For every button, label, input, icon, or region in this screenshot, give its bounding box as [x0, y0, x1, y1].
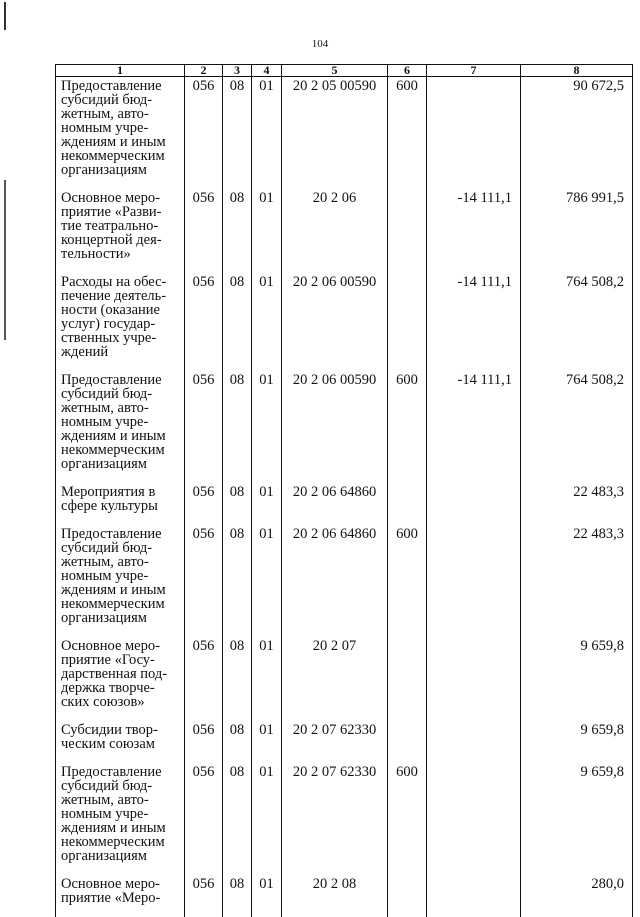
row-value-cell: 01 — [252, 525, 282, 637]
budget-table — [55, 64, 633, 917]
row-value-cell: 056 — [185, 637, 223, 721]
row-value-cell: 9 659,8 — [521, 637, 633, 721]
table-row — [56, 875, 633, 917]
row-value-cell: 280,0 — [521, 875, 633, 917]
column-header: 1 — [56, 65, 185, 77]
row-value-cell: 20 2 06 — [282, 189, 388, 273]
row-name-cell: Предоставление субсидий бюд-жетным, авто-номным учре-ждениям и иным некоммерческим организациям — [56, 763, 185, 875]
row-name-cell: Мероприятия в сфере культуры — [56, 483, 185, 525]
row-value-cell: 90 672,5 — [521, 77, 633, 190]
row-value-cell: 01 — [252, 189, 282, 273]
row-value-cell: 20 2 06 64860 — [282, 483, 388, 525]
row-value-cell: 08 — [223, 637, 252, 721]
row-value-cell: 08 — [223, 371, 252, 483]
row-value-cell: 764 508,2 — [521, 371, 633, 483]
row-value-cell: 08 — [223, 763, 252, 875]
row-value-cell: 01 — [252, 763, 282, 875]
row-value-cell: 9 659,8 — [521, 721, 633, 763]
row-name-cell: Основное меро-приятие «Госу-дарственная под-держка творче-ских союзов» — [56, 637, 185, 721]
row-value-cell — [388, 637, 427, 721]
row-value-cell: 600 — [388, 77, 427, 190]
row-value-cell: 20 2 06 00590 — [282, 273, 388, 371]
table-row — [56, 273, 633, 371]
row-value-cell: 01 — [252, 637, 282, 721]
row-value-cell: 01 — [252, 721, 282, 763]
scan-edge-mark — [4, 2, 6, 30]
row-name-cell: Расходы на обес-печение деятель-ности (оказание услуг) государ-ственных учре-ждений — [56, 273, 185, 371]
table-row — [56, 763, 633, 875]
row-value-cell: 056 — [185, 875, 223, 917]
table-row — [56, 721, 633, 763]
row-value-cell — [388, 483, 427, 525]
row-name-cell: Субсидии твор-ческим союзам — [56, 721, 185, 763]
row-value-cell: 056 — [185, 721, 223, 763]
column-header: 4 — [252, 65, 282, 77]
column-header: 8 — [521, 65, 633, 77]
row-value-cell — [388, 189, 427, 273]
row-value-cell — [427, 525, 521, 637]
row-name-cell: Предоставление субсидий бюд-жетным, авто-номным учре-ждениям и иным некоммерческим организациям — [56, 525, 185, 637]
page-number: 104 — [311, 38, 329, 50]
row-value-cell: 01 — [252, 371, 282, 483]
column-header: 3 — [223, 65, 252, 77]
row-name-cell: Предоставление субсидий бюд-жетным, авто-номным учре-ждениям и иным некоммерческим организациям — [56, 77, 185, 190]
row-value-cell: 01 — [252, 875, 282, 917]
row-value-cell: 08 — [223, 875, 252, 917]
row-name-cell: Основное меро-приятие «Меро- — [56, 875, 185, 917]
row-value-cell: 01 — [252, 273, 282, 371]
table-row — [56, 189, 633, 273]
row-value-cell: 056 — [185, 189, 223, 273]
column-header: 5 — [282, 65, 388, 77]
row-value-cell — [427, 763, 521, 875]
row-value-cell — [427, 77, 521, 190]
table-header-row — [56, 65, 633, 77]
table-row — [56, 637, 633, 721]
row-value-cell — [427, 875, 521, 917]
row-value-cell: 20 2 07 62330 — [282, 721, 388, 763]
table-row — [56, 483, 633, 525]
row-value-cell — [427, 483, 521, 525]
row-value-cell: 08 — [223, 77, 252, 190]
column-header: 2 — [185, 65, 223, 77]
row-value-cell — [388, 721, 427, 763]
row-value-cell: 600 — [388, 763, 427, 875]
row-value-cell: 08 — [223, 483, 252, 525]
row-value-cell: 786 991,5 — [521, 189, 633, 273]
row-value-cell: 08 — [223, 273, 252, 371]
row-value-cell: 22 483,3 — [521, 525, 633, 637]
column-header: 7 — [427, 65, 521, 77]
row-value-cell: -14 111,1 — [427, 189, 521, 273]
row-value-cell: 08 — [223, 525, 252, 637]
row-value-cell — [427, 721, 521, 763]
row-value-cell: 08 — [223, 189, 252, 273]
row-value-cell — [388, 875, 427, 917]
row-value-cell: 20 2 07 — [282, 637, 388, 721]
row-value-cell: 08 — [223, 721, 252, 763]
row-value-cell: 056 — [185, 371, 223, 483]
row-value-cell: -14 111,1 — [427, 371, 521, 483]
row-value-cell: 056 — [185, 273, 223, 371]
row-value-cell: 764 508,2 — [521, 273, 633, 371]
row-value-cell: 20 2 08 — [282, 875, 388, 917]
row-value-cell: 056 — [185, 77, 223, 190]
row-value-cell: 01 — [252, 77, 282, 190]
row-value-cell: 20 2 05 00590 — [282, 77, 388, 190]
row-value-cell: 9 659,8 — [521, 763, 633, 875]
row-value-cell: 20 2 06 64860 — [282, 525, 388, 637]
row-value-cell: 056 — [185, 525, 223, 637]
row-value-cell: 600 — [388, 525, 427, 637]
column-header: 6 — [388, 65, 427, 77]
table-row — [56, 77, 633, 190]
row-value-cell: 20 2 06 00590 — [282, 371, 388, 483]
row-value-cell: 056 — [185, 483, 223, 525]
table-row — [56, 371, 633, 483]
row-value-cell: 056 — [185, 763, 223, 875]
row-value-cell: 20 2 07 62330 — [282, 763, 388, 875]
row-name-cell: Предоставление субсидий бюд-жетным, авто-номным учре-ждениям и иным некоммерческим организациям — [56, 371, 185, 483]
row-value-cell — [388, 273, 427, 371]
row-value-cell — [427, 637, 521, 721]
row-value-cell: 01 — [252, 483, 282, 525]
row-value-cell: -14 111,1 — [427, 273, 521, 371]
row-value-cell: 600 — [388, 371, 427, 483]
row-name-cell: Основное меро-приятие «Разви-тие театрально-концертной дея-тельности» — [56, 189, 185, 273]
scan-edge-mark — [4, 180, 6, 340]
row-value-cell: 22 483,3 — [521, 483, 633, 525]
table-row — [56, 525, 633, 637]
